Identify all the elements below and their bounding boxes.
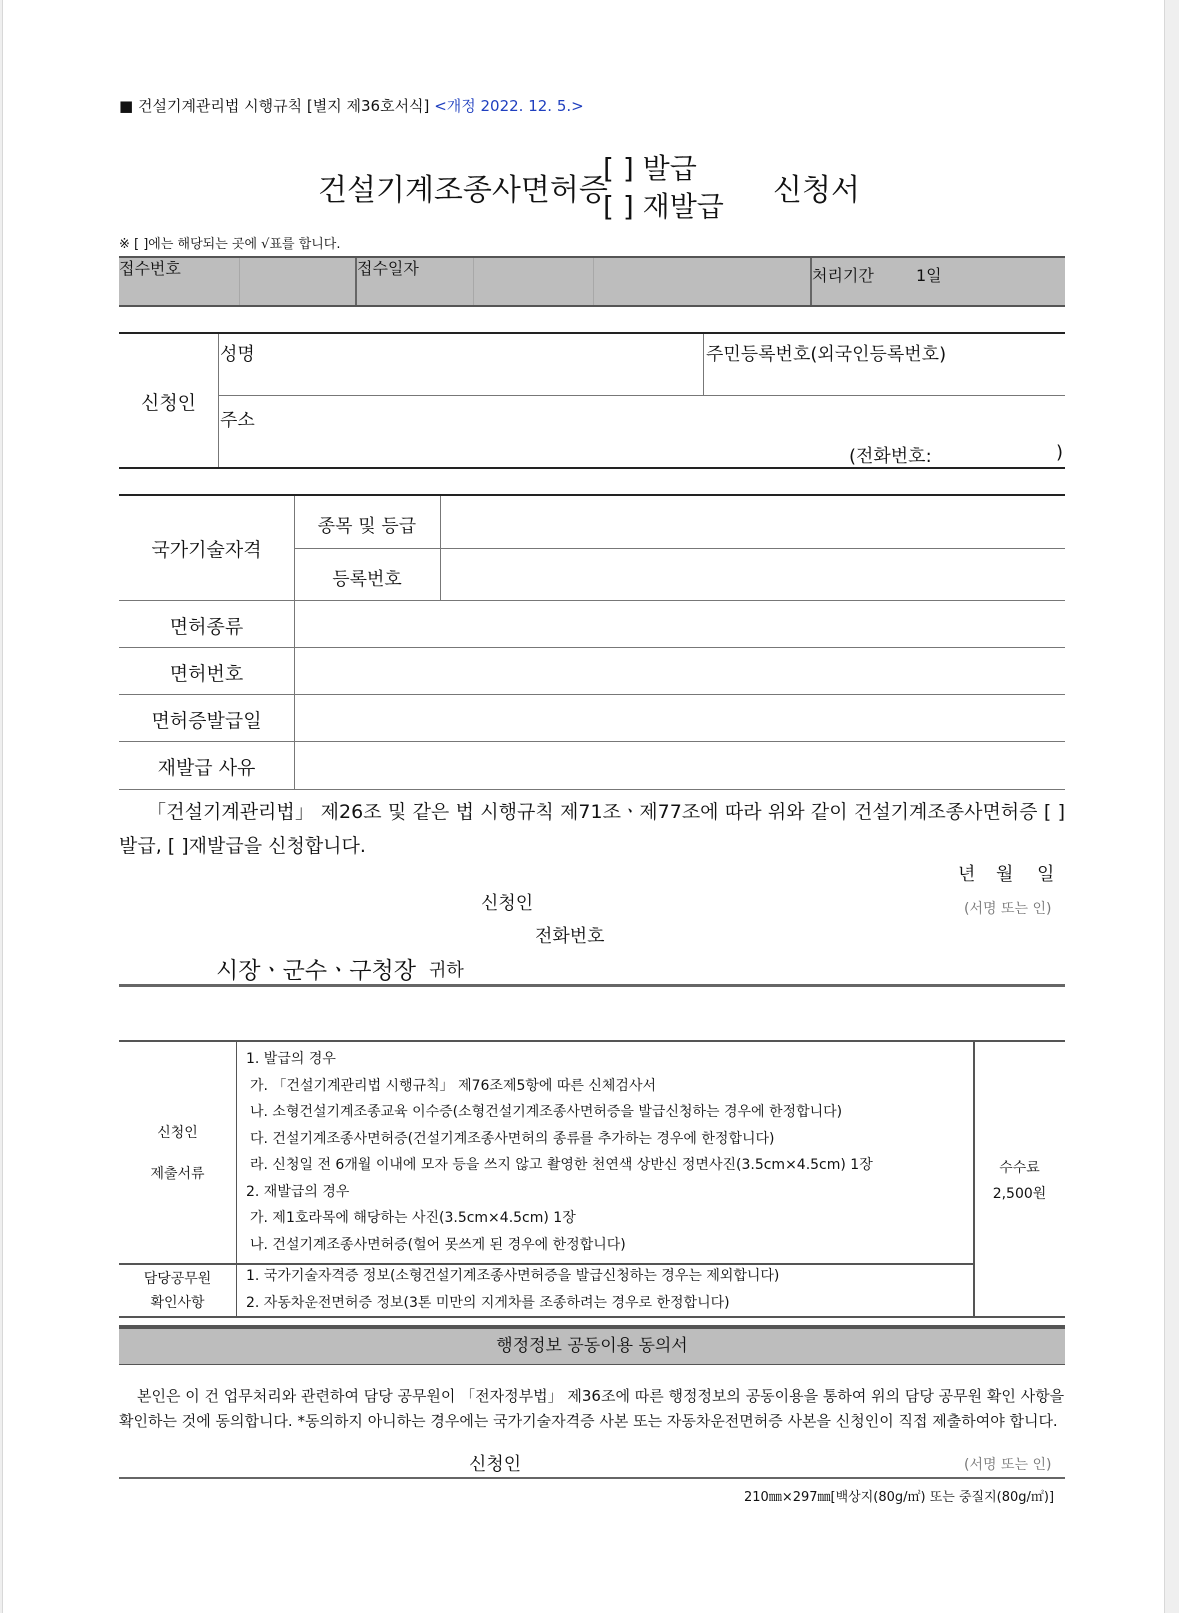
divider — [119, 694, 1065, 695]
rrn-field[interactable] — [708, 360, 1063, 390]
receipt-number-label: 접수번호 — [119, 259, 181, 278]
addressee: 시장ㆍ군수ㆍ구청장 — [216, 958, 416, 984]
section-border — [119, 1040, 1065, 1042]
option-issue[interactable]: [ ] 발급 — [603, 152, 697, 185]
receipt-bar — [119, 256, 1065, 307]
doc-item: 나. 건설기계조종사면허증(헐어 못쓰게 된 경우에 한정합니다) — [250, 1236, 626, 1253]
option-reissue[interactable]: [ ] 재발급 — [603, 190, 724, 223]
name-label: 성명 — [220, 344, 255, 365]
license-type-field[interactable] — [298, 604, 1063, 644]
address-label: 주소 — [220, 410, 255, 431]
issue-date-label: 면허증발급일 — [151, 710, 262, 732]
consent-title-bar — [119, 1325, 1065, 1365]
addressee-honorific: 귀하 — [429, 960, 464, 981]
signer-phone-label: 전화번호 — [535, 926, 605, 947]
issue-date-field[interactable] — [298, 698, 1063, 738]
license-type-label: 면허종류 — [169, 616, 244, 638]
section-border — [119, 494, 1065, 496]
processing-period-label: 처리기간 — [812, 266, 874, 285]
sign-hint[interactable]: (서명 또는 인) — [964, 901, 1052, 917]
section-border — [119, 332, 1065, 334]
consent-title: 행정정보 공동이용 동의서 — [496, 1336, 688, 1356]
divider — [119, 600, 1065, 601]
official-item: 1. 국가기술자격증 정보(소형건설기계조종사면허증을 발급신청하는 경우는 제외합니다) — [246, 1268, 780, 1284]
doc-item: 2. 재발급의 경우 — [246, 1183, 350, 1200]
fee-value: 2,500원 — [992, 1186, 1047, 1202]
consent-sign-hint[interactable]: (서명 또는 인) — [964, 1457, 1052, 1473]
consent-body: 본인은 이 건 업무처리와 관련하여 담당 공무원이 「전자정부법」 제36조에 따른 행정정보의 공동이용을 통하여 위의 담당 공무원 확인 사항을 확인하는 것에 동의합니다. *동의하지 아니하는 경우에는 국가기술자격증 사본 또는 자동차운전면허증 사본을 신청인이 직접 제출하여야 합니다. — [119, 1387, 1065, 1430]
divider — [294, 548, 1065, 549]
divider — [703, 334, 704, 396]
form-revision: <개정 2022. 12. 5.> — [434, 97, 584, 115]
divider — [119, 789, 1065, 790]
submit-docs-list — [246, 1046, 873, 1258]
phone-label: (전화번호: — [849, 446, 932, 467]
reg-number-field[interactable] — [443, 552, 1063, 598]
divider — [473, 258, 474, 305]
divider — [218, 395, 1065, 396]
reissue-reason-label: 재발급 사유 — [157, 757, 256, 779]
submit-docs-label-2: 제출서류 — [150, 1166, 205, 1182]
date-day-label: 일 — [1037, 864, 1055, 885]
form-rule-reference: 건설기계관리법 시행규칙 [별지 제36호서식] — [137, 97, 430, 115]
reg-number-label: 등록번호 — [332, 569, 402, 590]
divider — [294, 496, 295, 790]
doc-item: 나. 소형건설기계조종교육 이수증(소형건설기계조종사면허증을 발급신청하는 경우에 한정합니다) — [250, 1104, 843, 1120]
processing-period-value: 1일 — [916, 266, 942, 285]
application-statement: 「건설기계관리법」 제26조 및 같은 법 시행규칙 제71조ㆍ제77조에 따라 위와 같이 건설기계조종사면허증 [ ]발급, [ ]재발급을 신청합니다. — [119, 801, 1065, 857]
section-border — [119, 1477, 1065, 1479]
national-cert-label: 국가기술자격 — [151, 539, 262, 561]
section-border — [119, 984, 1065, 987]
license-number-label: 면허번호 — [169, 663, 244, 685]
fee-label: 수수료 — [999, 1160, 1040, 1176]
type-grade-label: 종목 및 등급 — [317, 516, 417, 537]
doc-item: 가. 「건설기계관리법 시행규칙」 제76조제5항에 따른 신체검사서 — [250, 1077, 656, 1094]
name-field[interactable] — [223, 360, 698, 390]
official-item: 2. 자동차운전면허증 정보(3톤 미만의 지게차를 조종하려는 경우로 한정합니다) — [246, 1294, 730, 1311]
divider — [119, 741, 1065, 742]
signer-label: 신청인 — [481, 893, 534, 914]
rrn-label: 주민등록번호(외국인등록번호) — [706, 344, 947, 365]
divider — [218, 334, 219, 468]
submit-docs-label-1: 신청인 — [157, 1125, 198, 1141]
phone-close: ) — [1056, 442, 1064, 463]
applicant-section-label: 신청인 — [140, 392, 197, 414]
form-title: 건설기계조종사면허증 — [318, 173, 608, 208]
official-check-label-1: 담당공무원 — [143, 1271, 212, 1287]
form-page — [2, 0, 1165, 1613]
divider — [973, 1041, 975, 1318]
divider — [239, 258, 240, 305]
doc-item: 라. 신청일 전 6개월 이내에 모자 등을 쓰지 않고 촬영한 천연색 상반신 정면사진(3.5cm×4.5cm) 1장 — [250, 1157, 873, 1173]
license-number-field[interactable] — [298, 651, 1063, 691]
reissue-reason-field[interactable] — [298, 745, 1063, 785]
divider — [119, 647, 1065, 648]
official-check-list — [246, 1263, 779, 1316]
check-instruction: ※ [ ]에는 해당되는 곳에 √표를 합니다. — [119, 237, 341, 252]
consent-signer-label: 신청인 — [469, 1454, 522, 1475]
doc-item: 1. 발급의 경우 — [246, 1051, 336, 1067]
date-month-label: 월 — [996, 864, 1014, 885]
divider — [236, 1041, 237, 1318]
form-title-suffix: 신청서 — [773, 173, 860, 208]
form-reference — [119, 95, 584, 116]
divider — [593, 258, 594, 305]
doc-item: 가. 제1호라목에 해당하는 사진(3.5cm×4.5cm) 1장 — [250, 1210, 576, 1226]
official-check-label-2: 확인사항 — [150, 1295, 205, 1311]
paper-spec: 210㎜×297㎜[백상지(80g/㎡) 또는 중질지(80g/㎡)] — [744, 1490, 1055, 1505]
form-prefix: ■ — [119, 97, 134, 115]
receipt-date-label: 접수일자 — [357, 259, 419, 278]
doc-item: 다. 건설기계조종사면허증(건설기계조종사면허의 종류를 추가하는 경우에 한정합니다) — [250, 1130, 775, 1147]
address-field[interactable] — [223, 426, 843, 462]
type-grade-field[interactable] — [443, 500, 1063, 546]
section-border — [119, 1316, 1065, 1318]
date-year-label: 년 — [958, 864, 976, 885]
